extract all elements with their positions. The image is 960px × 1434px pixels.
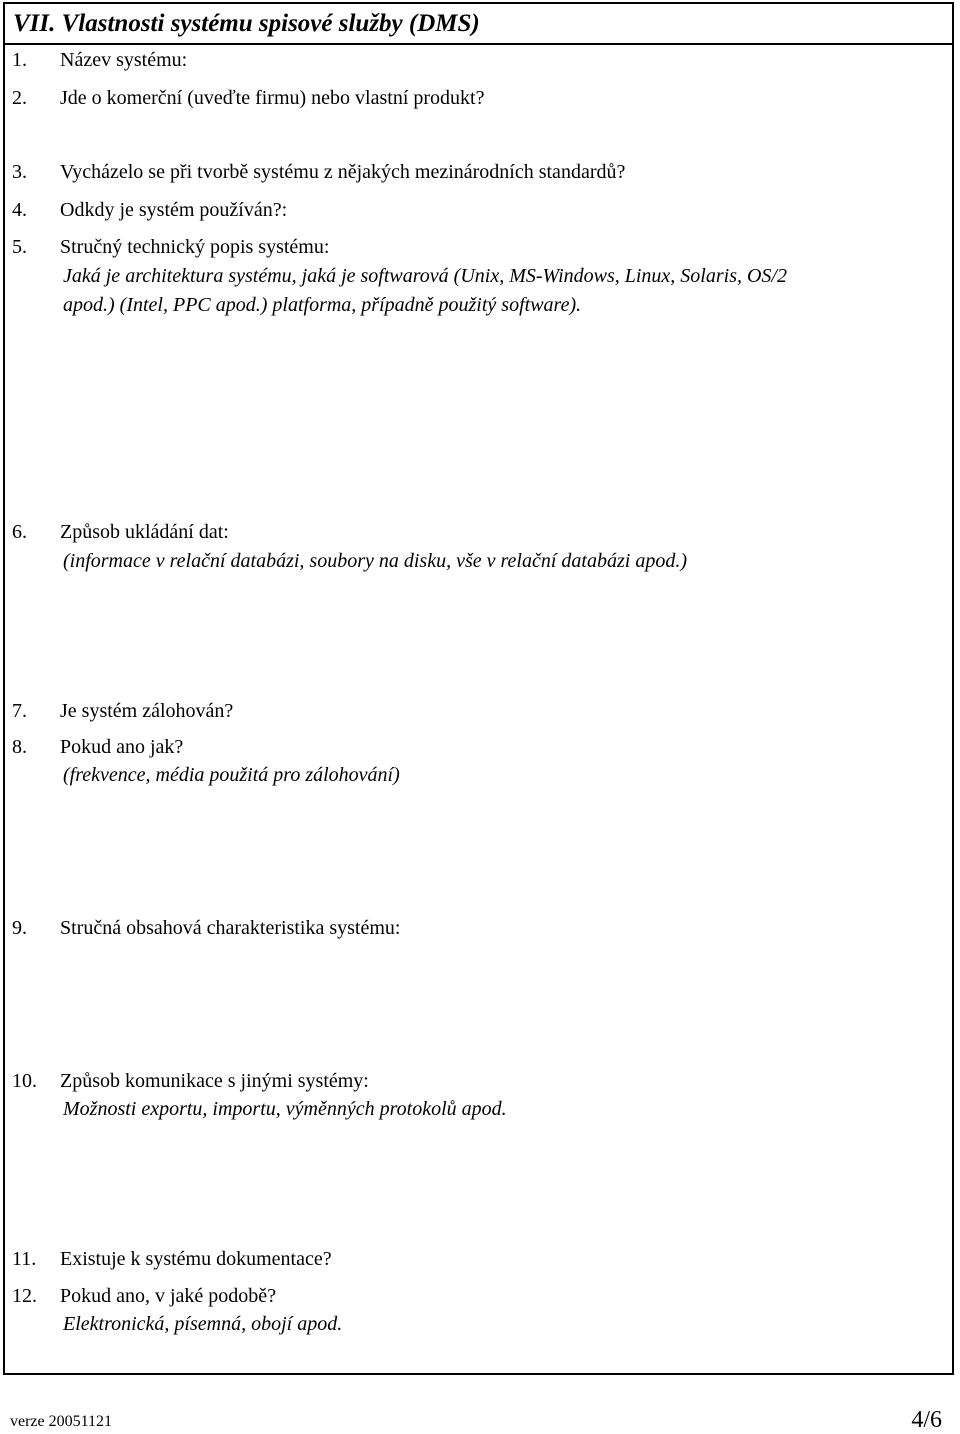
- item-question: Název systému:: [60, 49, 188, 71]
- item-12-hint: Elektronická, písemná, obojí apod.: [63, 1313, 343, 1335]
- item-number: 12.: [12, 1285, 37, 1307]
- item-number: 3.: [12, 161, 27, 183]
- form-frame: [3, 2, 954, 1375]
- item-question: Odkdy je systém používán?:: [60, 199, 288, 221]
- item-number: 8.: [12, 736, 27, 758]
- item-number: 5.: [12, 236, 27, 258]
- item-question: Pokud ano, v jaké podobě?: [60, 1285, 277, 1307]
- item-number: 9.: [12, 917, 27, 939]
- item-number: 7.: [12, 700, 27, 722]
- item-question: Je systém zálohován?: [60, 700, 234, 722]
- item-number: 1.: [12, 49, 27, 71]
- section-heading-bar: [5, 4, 952, 45]
- item-5-hint-line-1: Jaká je architektura systému, jaká je softwarová (Unix, MS-Windows, Linux, Solaris, OS/2: [63, 265, 787, 287]
- item-5-hint-line-2: apod.) (Intel, PPC apod.) platforma, případně použitý software).: [63, 294, 582, 316]
- item-number: 6.: [12, 521, 27, 543]
- item-number: 11.: [12, 1248, 37, 1270]
- item-question: Vycházelo se při tvorbě systému z nějakých mezinárodních standardů?: [60, 161, 626, 183]
- version-label: verze 20051121: [10, 1413, 113, 1430]
- item-question: Stručný technický popis systému:: [60, 236, 330, 258]
- item-question: Způsob ukládání dat:: [60, 521, 229, 543]
- item-10-hint: Možnosti exportu, importu, výměnných protokolů apod.: [63, 1098, 507, 1120]
- item-8-hint: (frekvence, média použitá pro zálohování): [63, 764, 400, 786]
- item-number: 10.: [12, 1070, 37, 1092]
- item-question: Jde o komerční (uveďte firmu) nebo vlastní produkt?: [60, 87, 485, 109]
- item-question: Existuje k systému dokumentace?: [60, 1248, 332, 1270]
- item-number: 4.: [12, 199, 27, 221]
- item-question: Stručná obsahová charakteristika systému:: [60, 917, 401, 939]
- item-question: Způsob komunikace s jinými systémy:: [60, 1070, 369, 1092]
- page-number: 4/6: [911, 1407, 942, 1433]
- item-question: Pokud ano jak?: [60, 736, 184, 758]
- item-6-hint: (informace v relační databázi, soubory na disku, vše v relační databázi apod.): [63, 550, 687, 572]
- section-title: VII. Vlastnosti systému spisové služby (DMS): [13, 10, 480, 37]
- item-number: 2.: [12, 87, 27, 109]
